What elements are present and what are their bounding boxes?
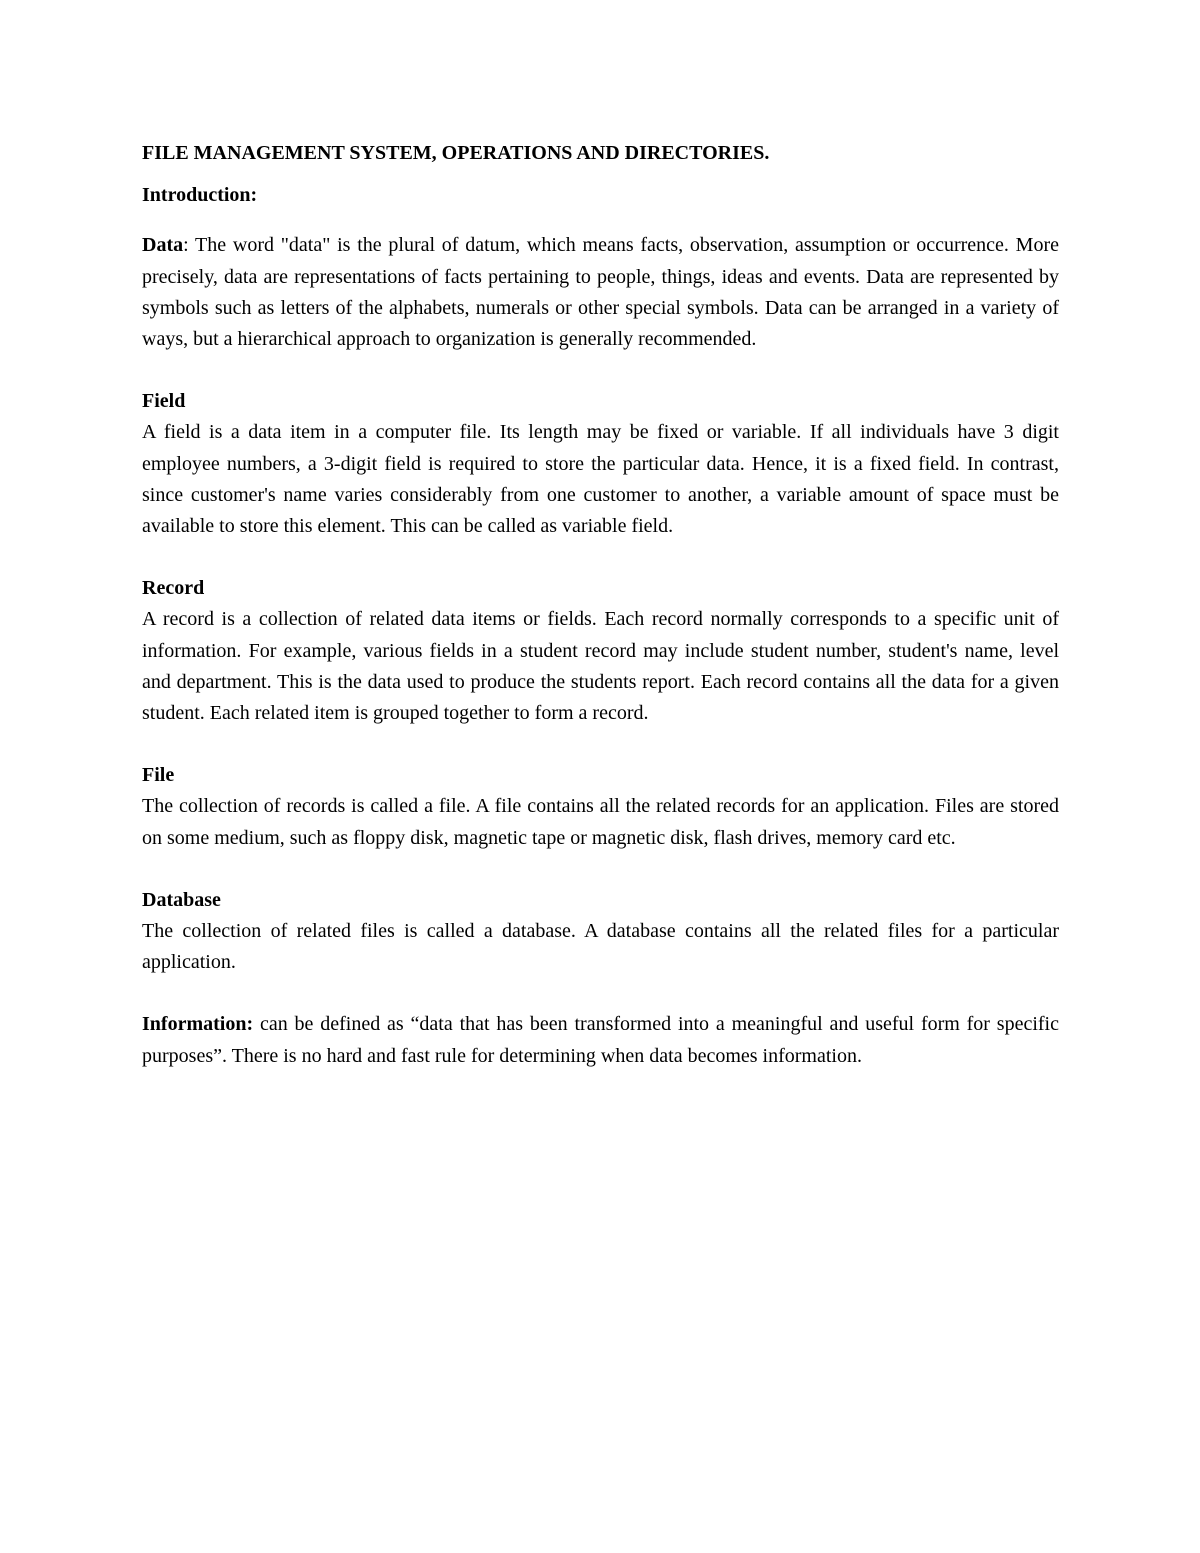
document-page (142, 138, 1059, 1072)
information-definition-text: can be defined as “data that has been transformed into a meaningful and useful form for specific purposes”. There is no hard and fast rule for determining when data becomes information. (142, 1013, 1059, 1067)
section-heading-database: Database (142, 888, 221, 911)
data-definition-text: : The word "data" is the plural of datum, which means facts, observation, assumption or occurrence. More precisely, data are representations of facts pertaining to people, things, ideas and events. Data are represented by symbols such as letters of the alphabets, numerals or other special symbols. Data can be arranged in a variety of ways, but a hierarchical approach to organization is generally recommended. (142, 234, 1059, 351)
information-paragraph (142, 1009, 1059, 1071)
section-field (142, 386, 1059, 542)
information-lead-term: Information: (142, 1013, 254, 1036)
section-heading-field: Field (142, 390, 186, 413)
section-heading-record: Record (142, 577, 205, 600)
section-record (142, 573, 1059, 729)
section-heading-file: File (142, 764, 175, 787)
section-file (142, 760, 1059, 854)
section-text-database: The collection of related files is called a database. A database contains all the related files for a particular application. (142, 920, 1059, 974)
document-title: FILE MANAGEMENT SYSTEM, OPERATIONS AND DIRECTORIES. (142, 142, 770, 164)
introduction-heading: Introduction: (142, 184, 258, 207)
data-paragraph (142, 230, 1059, 355)
section-text-field: A field is a data item in a computer file. Its length may be fixed or variable. If all individuals have 3 digit employee numbers, a 3-digit field is required to store the particular data. Hence, it is a fixed field. In contrast, since customer's name varies considerably from one customer to another, a variable amount of space must be available to store this element. This can be called as variable field. (142, 421, 1059, 538)
section-text-file: The collection of records is called a file. A file contains all the related records for an application. Files are stored on some medium, such as floppy disk, magnetic tape or magnetic disk, flash drives, memory card etc. (142, 795, 1059, 849)
data-lead-term: Data (142, 234, 184, 257)
section-database (142, 885, 1059, 979)
section-text-record: A record is a collection of related data items or fields. Each record normally corresponds to a specific unit of information. For example, various fields in a student record may include student number, student's name, level and department. This is the data used to produce the students report. Each record contains all the data for a given student. Each related item is grouped together to form a record. (142, 608, 1059, 725)
